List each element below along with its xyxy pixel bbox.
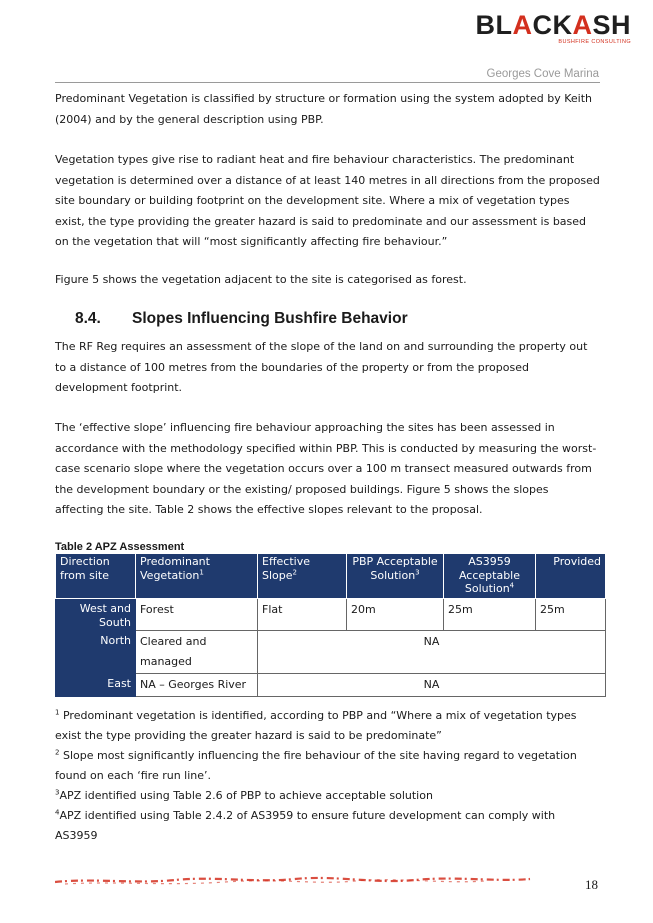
paragraph-vegetation-classification: Predominant Vegetation is classified by structure or formation using the system adopted by Keith (2004) and by the general description using PBP. <box>55 92 592 126</box>
document-title: Georges Cove Marina <box>486 68 599 80</box>
paragraph-vegetation-types: Vegetation types give rise to radiant heat and fire behaviour characteristics. The predominant vegetation is determined over a distance of at least 140 metres in all directions from the proposed site boundary or building footprint on the development site. Where a mix of vegetation types exist, the type providing the greater hazard is said to predominate and our assessment is based on the vegetation that will “most significantly affecting fire behaviour.” <box>55 153 600 248</box>
header-as3959-solution: AS3959 Acceptable Solution$^4$ <box>444 554 536 599</box>
cell-merged-na: NA <box>258 674 606 697</box>
table-row <box>56 674 606 697</box>
table-row <box>56 631 606 674</box>
header-effective-slope: Effective Slope$^2$ <box>258 554 347 599</box>
section-number: 8.4. <box>75 310 101 327</box>
cell-slope: Flat <box>258 599 347 631</box>
section-heading <box>75 310 408 328</box>
cell-merged-na: NA <box>258 631 606 674</box>
paragraph-effective-slope: The ‘effective slope’ influencing fire behaviour approaching the sites has been assessed in accordance with the methodology specified within PBP. This is conducted by measuring the worst-case scenario slope where the vegetation occurs over a 100 m transect measured outwards from the development boundary or the existing/ proposed buildings. Figure 5 shows the slopes affecting the site. Table 2 shows the effective slopes relevant to the proposal. <box>55 421 597 516</box>
section-title: Slopes Influencing Bushfire Behavior <box>132 310 408 327</box>
cell-direction: West and South <box>56 599 136 631</box>
header-vegetation: Predominant Vegetation$^1$ <box>136 554 258 599</box>
cell-direction: North <box>56 631 136 674</box>
paragraph-figure-5: Figure 5 shows the vegetation adjacent to the site is categorised as forest. <box>55 273 467 286</box>
cell-direction: East <box>56 674 136 697</box>
logo-subtitle: BUSHFIRE CONSULTING <box>558 39 631 45</box>
header-provided: Provided <box>536 554 606 599</box>
footnote: $^2$ Slope most significantly influencing the fire behaviour of the site having regard to vegetation found on each ‘fire run line’. <box>55 748 577 782</box>
table-header-row <box>56 554 606 599</box>
blackash-logo <box>475 10 631 45</box>
cell-vegetation: NA – Georges River <box>136 674 258 697</box>
page-number: 18 <box>585 877 598 892</box>
footnote: $^3$APZ identified using Table 2.6 of PBP to achieve acceptable solution <box>55 788 433 802</box>
footnote: $^1$ Predominant vegetation is identified, according to PBP and “Where a mix of vegetation types exist the type providing the greater hazard is said to be predominate” <box>55 708 577 742</box>
paragraph-rf-reg: The RF Reg requires an assessment of the slope of the land on and surrounding the property out to a distance of 100 metres from the boundaries of the property or from the proposed development footprint. <box>55 340 588 394</box>
cell-pbp: 20m <box>347 599 444 631</box>
table-caption: Table 2 APZ Assessment <box>55 541 185 553</box>
footnote: $^4$APZ identified using Table 2.4.2 of AS3959 to ensure future development can comply with AS3959 <box>55 808 556 842</box>
logo-wordmark: BLACKASH <box>475 10 631 40</box>
footer-brush-stroke <box>55 874 535 888</box>
table-row <box>56 599 606 631</box>
header-pbp-solution: PBP Acceptable Solution$^3$ <box>347 554 444 599</box>
header-divider <box>55 82 600 83</box>
cell-vegetation: Forest <box>136 599 258 631</box>
apz-assessment-table <box>55 553 606 697</box>
header-direction: Direction from site <box>56 554 136 599</box>
cell-provided: 25m <box>536 599 606 631</box>
cell-as3959: 25m <box>444 599 536 631</box>
cell-vegetation: Cleared and managed <box>136 631 258 674</box>
